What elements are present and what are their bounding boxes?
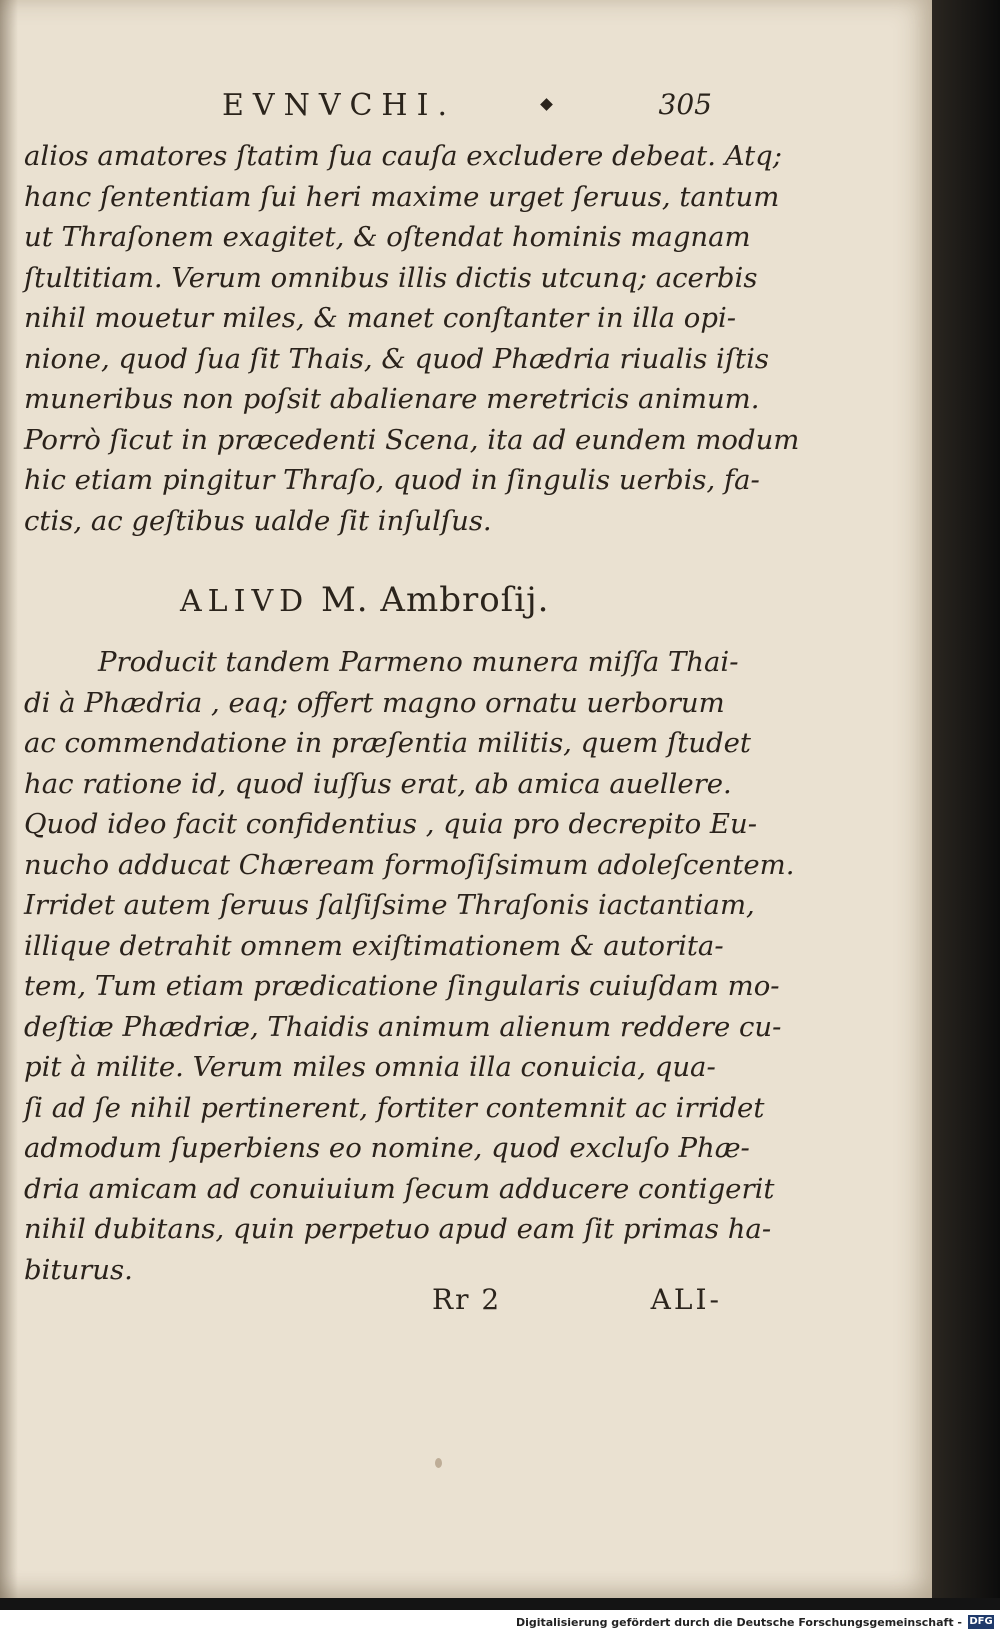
text-line: illique detrahit omnem exiſtimationem & autorita- bbox=[24, 929, 724, 962]
top-paragraph bbox=[24, 136, 800, 541]
section-heading bbox=[180, 580, 550, 620]
text-line: Producit tandem Parmeno munera miſſa Thai- bbox=[98, 646, 739, 678]
text-line: alios amatores ſtatim ſua cauſa excludere debeat. Atq; bbox=[24, 140, 782, 172]
text-line: di à Phædria , eaq; offert magno ornatu uerborum bbox=[24, 686, 725, 719]
text-line: ctis, ac geſtibus ualde ſit inſulſus. bbox=[24, 504, 492, 537]
text-line: nihil dubitans, quin perpetuo apud eam ſit primas ha- bbox=[24, 1213, 772, 1245]
text-line: nucho adducat Chæream formoſiſsimum adoleſcentem. bbox=[24, 848, 795, 881]
text-line: pit à milite. Verum miles omnia illa conuicia, qua- bbox=[24, 1051, 716, 1083]
text-line: hic etiam pingitur Thraſo, quod in ſingulis uerbis, fa- bbox=[24, 464, 760, 496]
scan-background-edge bbox=[932, 0, 1000, 1598]
text-line: hanc ſententiam ſui heri maxime urget ſeruus, tantum bbox=[24, 180, 780, 213]
text-line: Quod ideo facit confidentius , quia pro decrepito Eu- bbox=[24, 808, 758, 840]
dfg-logo: DFG bbox=[969, 1616, 993, 1627]
text-line: biturus. bbox=[24, 1253, 133, 1286]
text-line: deſtiæ Phædriæ, Thaidis animum alienum reddere cu- bbox=[24, 1010, 782, 1043]
text-line: hac ratione id, quod iuſſus erat, ab amica auellere. bbox=[24, 767, 732, 800]
text-line: nione, quod ſua ſit Thais, & quod Phædria riualis iſtis bbox=[24, 342, 769, 375]
text-line: muneribus non poſsit abalienare meretricis animum. bbox=[24, 383, 760, 415]
text-line: ut Thraſonem exagitet, & oſtendat hominis magnam bbox=[24, 221, 751, 253]
spine-shadow bbox=[0, 0, 18, 1598]
page-header bbox=[222, 88, 712, 128]
text-line: admodum ſuperbiens eo nomine, quod excluſo Phæ- bbox=[24, 1132, 750, 1164]
text-line: nihil mouetur miles, & manet conſtanter in illa opi- bbox=[24, 302, 737, 334]
signature-mark: Rr 2 bbox=[432, 1283, 502, 1316]
text-line: Irridet autem ſeruus ſalſiſsime Thraſonis iactantiam, bbox=[24, 889, 755, 921]
text-line: ſi ad ſe nihil pertinerent, fortiter contemnit ac irridet bbox=[24, 1091, 765, 1124]
text-line: ſtultitiam. Verum omnibus illis dictis utcunq; acerbis bbox=[24, 261, 758, 294]
text-line: Porrò ſicut in præcedenti Scena, ita ad eundem modum bbox=[24, 423, 800, 456]
footer-bar bbox=[0, 1610, 1000, 1639]
text-line: dria amicam ad conuiuium ſecum adducere contigerit bbox=[24, 1172, 775, 1205]
header-ornament-dot bbox=[540, 98, 553, 111]
catchword: ALI- bbox=[650, 1283, 722, 1316]
section-heading-first-word: ALIVD bbox=[180, 584, 310, 619]
footer-credit-text: Digitalisierung gefördert durch die Deutsche Forschungsgemeinschaft - bbox=[515, 1616, 962, 1629]
page-number: 305 bbox=[658, 88, 712, 121]
text-line: tem, Tum etiam prædicatione ſingularis cuiuſdam mo- bbox=[24, 970, 780, 1002]
paper-spot bbox=[435, 1458, 442, 1468]
running-title: EVNVCHI. bbox=[222, 88, 456, 123]
section-heading-rest: M. Ambroſij. bbox=[320, 580, 550, 620]
bottom-paragraph bbox=[24, 642, 795, 1290]
text-line: ac commendatione in præſentia militis, quem ſtudet bbox=[24, 727, 751, 759]
